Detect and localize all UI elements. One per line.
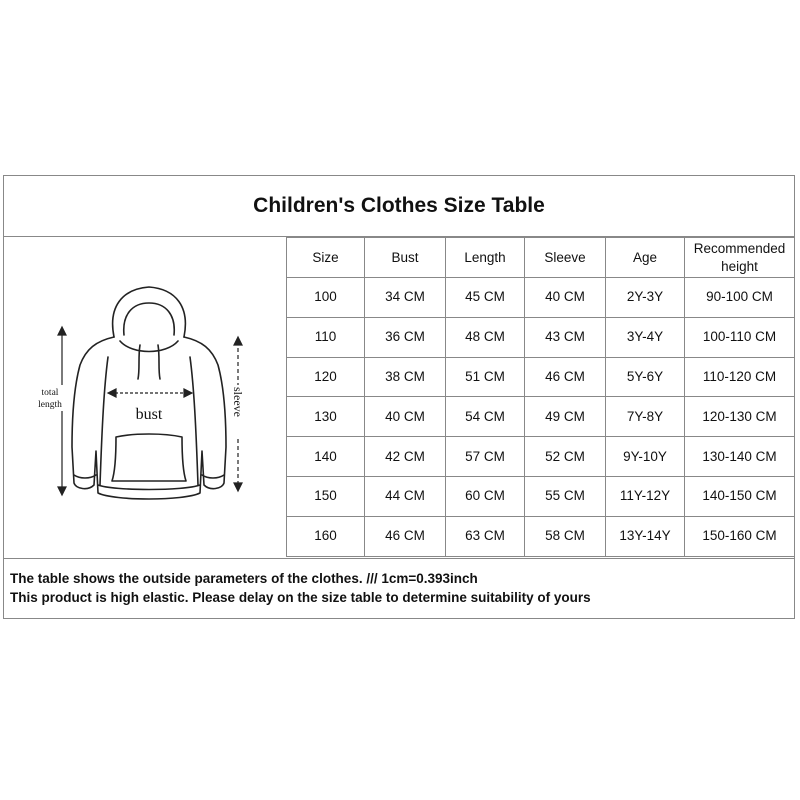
cell-bust: 36 CM: [365, 317, 446, 357]
cell-height: 140-150 CM: [685, 476, 795, 516]
cell-height: 100-110 CM: [685, 317, 795, 357]
cell-length: 63 CM: [446, 516, 525, 556]
header-size: Size: [287, 238, 365, 278]
cell-sleeve: 52 CM: [525, 437, 606, 477]
total-length-label-2: length: [38, 400, 62, 410]
table-row: [287, 437, 795, 477]
cell-size: 120: [287, 357, 365, 397]
cell-size: 150: [287, 476, 365, 516]
size-chart: [3, 175, 795, 619]
chart-title: Children's Clothes Size Table: [4, 176, 794, 237]
note-line-1: The table shows the outside parameters of the clothes. /// 1cm=0.393inch: [10, 571, 478, 586]
cell-bust: 44 CM: [365, 476, 446, 516]
cell-bust: 40 CM: [365, 397, 446, 437]
cell-size: 110: [287, 317, 365, 357]
cell-age: 11Y-12Y: [606, 476, 685, 516]
table-row: [287, 278, 795, 318]
header-recommended-line1: Recommended: [693, 240, 786, 256]
hoodie-illustration: [4, 237, 286, 558]
cell-height: 90-100 CM: [685, 278, 795, 318]
cell-height: 120-130 CM: [685, 397, 795, 437]
cell-age: 9Y-10Y: [606, 437, 685, 477]
cell-sleeve: 49 CM: [525, 397, 606, 437]
cell-age: 3Y-4Y: [606, 317, 685, 357]
header-age: Age: [606, 238, 685, 278]
table-row: [287, 516, 795, 556]
header-sleeve: Sleeve: [525, 238, 606, 278]
cell-sleeve: 40 CM: [525, 278, 606, 318]
cell-bust: 46 CM: [365, 516, 446, 556]
cell-length: 45 CM: [446, 278, 525, 318]
cell-age: 5Y-6Y: [606, 357, 685, 397]
total-length-label: total: [41, 388, 59, 398]
header-bust: Bust: [365, 238, 446, 278]
table-header-row: [287, 238, 795, 278]
cell-length: 54 CM: [446, 397, 525, 437]
cell-sleeve: 46 CM: [525, 357, 606, 397]
cell-height: 110-120 CM: [685, 357, 795, 397]
cell-size: 160: [287, 516, 365, 556]
table-row: [287, 357, 795, 397]
table-row: [287, 476, 795, 516]
cell-age: 13Y-14Y: [606, 516, 685, 556]
header-recommended-line2: height: [721, 258, 758, 274]
header-recommended-height: [685, 238, 795, 278]
table-row: [287, 317, 795, 357]
cell-size: 100: [287, 278, 365, 318]
cell-bust: 34 CM: [365, 278, 446, 318]
cell-bust: 42 CM: [365, 437, 446, 477]
cell-bust: 38 CM: [365, 357, 446, 397]
note-line-2: This product is high elastic. Please delay on the size table to determine suitability of yours: [10, 590, 591, 605]
cell-size: 140: [287, 437, 365, 477]
size-notes: [4, 558, 794, 620]
table-row: [287, 397, 795, 437]
cell-size: 130: [287, 397, 365, 437]
cell-length: 51 CM: [446, 357, 525, 397]
header-length: Length: [446, 238, 525, 278]
sleeve-label: sleeve: [231, 387, 245, 417]
cell-height: 130-140 CM: [685, 437, 795, 477]
cell-sleeve: 58 CM: [525, 516, 606, 556]
cell-sleeve: 55 CM: [525, 476, 606, 516]
bust-label: bust: [135, 406, 163, 423]
cell-height: 150-160 CM: [685, 516, 795, 556]
cell-length: 60 CM: [446, 476, 525, 516]
cell-age: 2Y-3Y: [606, 278, 685, 318]
cell-length: 48 CM: [446, 317, 525, 357]
size-table: [286, 237, 795, 557]
cell-sleeve: 43 CM: [525, 317, 606, 357]
cell-length: 57 CM: [446, 437, 525, 477]
cell-age: 7Y-8Y: [606, 397, 685, 437]
